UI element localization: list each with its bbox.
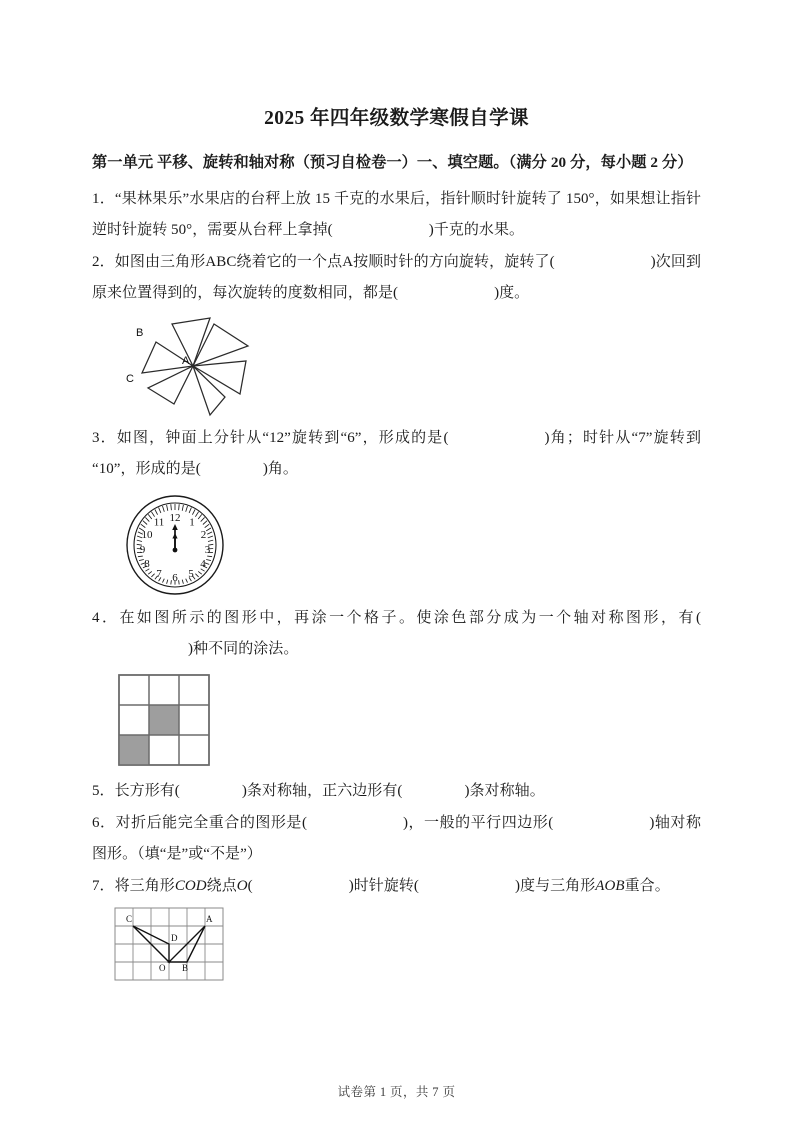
svg-text:10: 10 [141, 528, 153, 541]
question-7-text-c: ( [247, 877, 253, 894]
svg-text:4: 4 [200, 557, 206, 570]
clock-svg [122, 493, 228, 597]
pinwheel-label-C: C [126, 373, 134, 386]
svg-text:8: 8 [144, 557, 150, 570]
question-6-text-b: )，一般的平行四边形( [403, 815, 554, 832]
question-5 [92, 776, 701, 807]
svg-text:6: 6 [172, 571, 178, 584]
question-1-text-a: 1．“果林果乐”水果店的台秤上放 15 千克的水果后，指针顺时针旋转了 150°，如果想让指针逆时针旋转 50°，需要从台秤上拿掉( [92, 191, 701, 239]
coord-label-A: A [206, 914, 213, 925]
question-7-label-aob: AOB [595, 877, 625, 894]
section-heading: 第一单元 平移、旋转和轴对称（预习自检卷一）一、填空题。（满分 20 分，每小题 2 分） [92, 154, 693, 172]
coord-grid-svg [114, 907, 230, 987]
question-7-text-a: 7．将三角形 [92, 877, 175, 894]
question-3-text-b: )角；时针从“7”旋转到“10”，形成的是( [92, 430, 701, 478]
svg-text:3: 3 [204, 543, 211, 556]
question-2-text-a: 2．如图由三角形ABC绕着它的一个点A按顺时针的方向旋转，旋转了( [92, 253, 555, 270]
question-4 [92, 603, 701, 665]
coord-label-B: B [182, 963, 189, 974]
question-7-label-cod: COD [174, 877, 207, 894]
svg-text:12: 12 [169, 511, 181, 524]
question-5-text-c: )条对称轴。 [464, 783, 545, 800]
question-1 [92, 184, 701, 246]
svg-text:5: 5 [188, 567, 194, 580]
question-2-text-c: )度。 [494, 284, 530, 301]
svg-text:7: 7 [156, 567, 162, 580]
question-7-text-b: 绕点 [206, 877, 237, 894]
symmetry-grid-svg [118, 674, 210, 766]
question-7 [92, 871, 701, 902]
question-6 [92, 808, 701, 870]
rotation-coordinate-grid-figure [114, 907, 701, 987]
question-3 [92, 423, 701, 485]
coord-label-O: O [159, 963, 166, 974]
question-7-text-d: )时针旋转( [348, 877, 419, 894]
question-7-label-o: O [236, 877, 248, 894]
page-footer: 试卷第 1 页，共 7 页 [337, 1085, 456, 1099]
question-2-text-b: )次回到原来位置得到的，每次旋转的度数相同，都是( [92, 253, 701, 301]
clock-center-dot [173, 548, 178, 553]
pinwheel-label-B: B [136, 327, 144, 340]
pinwheel-label-A: A [182, 355, 190, 368]
question-4-text-b: )种不同的涂法。 [188, 640, 299, 657]
question-2 [92, 247, 701, 309]
question-5-text-a: 5．长方形有( [92, 783, 180, 800]
symmetry-grid-figure [118, 674, 701, 766]
page-title: 2025 年四年级数学寒假自学课 [264, 108, 529, 129]
question-6-text-c: )轴对称图形。（填“是”或“不是”） [92, 815, 701, 862]
shaded-cell-bottom-left [119, 735, 149, 765]
svg-text:11: 11 [153, 516, 165, 529]
pinwheel-svg [110, 314, 270, 419]
question-6-text-a: 6．对折后能完全重合的图形是( [92, 815, 307, 832]
svg-text:2: 2 [200, 528, 207, 541]
rotated-triangle-pinwheel-figure [110, 314, 701, 419]
clock-face-figure [122, 493, 701, 597]
coord-label-C: C [126, 914, 133, 925]
question-7-text-e: )度与三角形 [514, 877, 596, 894]
svg-text:1: 1 [189, 516, 195, 529]
svg-text:9: 9 [139, 543, 146, 556]
question-1-text-b: )千克的水果。 [428, 222, 525, 239]
question-4-text-a: 4．在如图所示的图形中，再涂一个格子。使涂色部分成为一个轴对称图形，有( [92, 609, 701, 626]
shaded-cell-center [149, 705, 179, 735]
question-7-text-f: 重合。 [624, 877, 670, 894]
coord-label-D: D [171, 933, 178, 944]
question-5-text-b: )条对称轴，正六边形有( [241, 783, 403, 800]
question-3-text-c: )角。 [262, 461, 298, 478]
question-3-text-a: 3．如图，钟面上分针从“12”旋转到“6”，形成的是( [92, 430, 449, 447]
